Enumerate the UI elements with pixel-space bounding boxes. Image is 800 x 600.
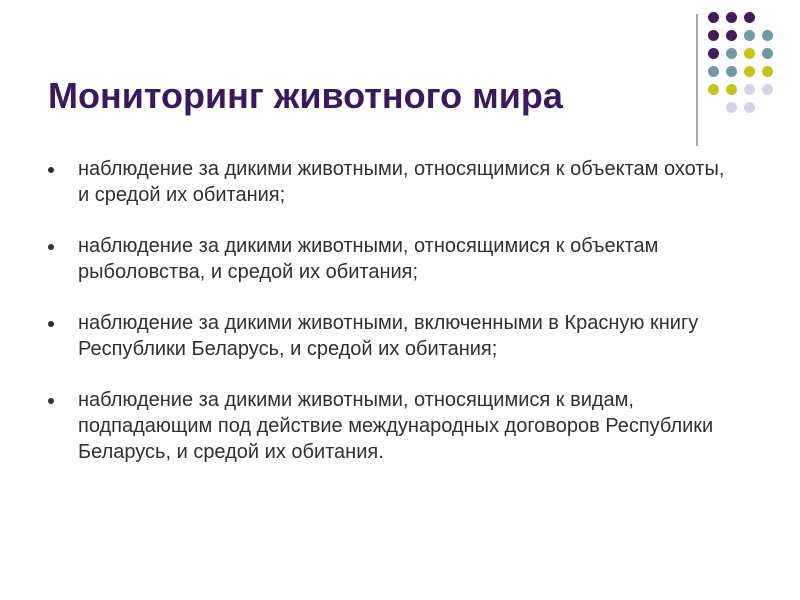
decorative-dot bbox=[708, 30, 719, 41]
decorative-dot bbox=[708, 66, 719, 77]
bullet-item bbox=[48, 156, 728, 208]
bullet-text: наблюдение за дикими животными, относящимися к объектам рыболовства, и средой их обитания; bbox=[78, 235, 659, 283]
decorative-dot bbox=[744, 84, 755, 95]
decorative-dot-grid bbox=[708, 12, 778, 130]
decorative-dot bbox=[708, 84, 719, 95]
bullet-dot-icon bbox=[48, 398, 54, 404]
decorative-dot bbox=[762, 84, 773, 95]
decorative-dot bbox=[708, 12, 719, 23]
decorative-dot bbox=[744, 30, 755, 41]
decorative-dot bbox=[744, 12, 755, 23]
bullet-dot-icon bbox=[48, 321, 54, 327]
bullet-list bbox=[48, 156, 728, 490]
decorative-dot bbox=[744, 66, 755, 77]
bullet-item bbox=[48, 233, 728, 285]
bullet-item bbox=[48, 310, 728, 362]
decorative-dot bbox=[708, 48, 719, 59]
decorative-dot bbox=[726, 66, 737, 77]
decorative-dot bbox=[762, 30, 773, 41]
decorative-dot bbox=[726, 102, 737, 113]
bullet-item bbox=[48, 387, 728, 465]
bullet-text: наблюдение за дикими животными, включенными в Красную книгу Республики Беларусь, и средой их обитания; bbox=[78, 312, 699, 360]
vertical-divider bbox=[696, 14, 698, 146]
slide-title: Мониторинг животного мира bbox=[48, 75, 563, 116]
decorative-dot bbox=[726, 48, 737, 59]
decorative-dot bbox=[744, 48, 755, 59]
bullet-text: наблюдение за дикими животными, относящимися к объектам охоты, и средой их обитания; bbox=[78, 158, 725, 206]
decorative-dot bbox=[726, 12, 737, 23]
decorative-dot bbox=[762, 48, 773, 59]
bullet-text: наблюдение за дикими животными, относящимися к видам, подпадающим под действие международных договоров Республики Беларусь, и средой их обитания. bbox=[78, 389, 714, 463]
decorative-dot bbox=[726, 84, 737, 95]
bullet-dot-icon bbox=[48, 167, 54, 173]
decorative-dot bbox=[762, 66, 773, 77]
decorative-dot bbox=[744, 102, 755, 113]
decorative-dot bbox=[726, 30, 737, 41]
bullet-dot-icon bbox=[48, 244, 54, 250]
